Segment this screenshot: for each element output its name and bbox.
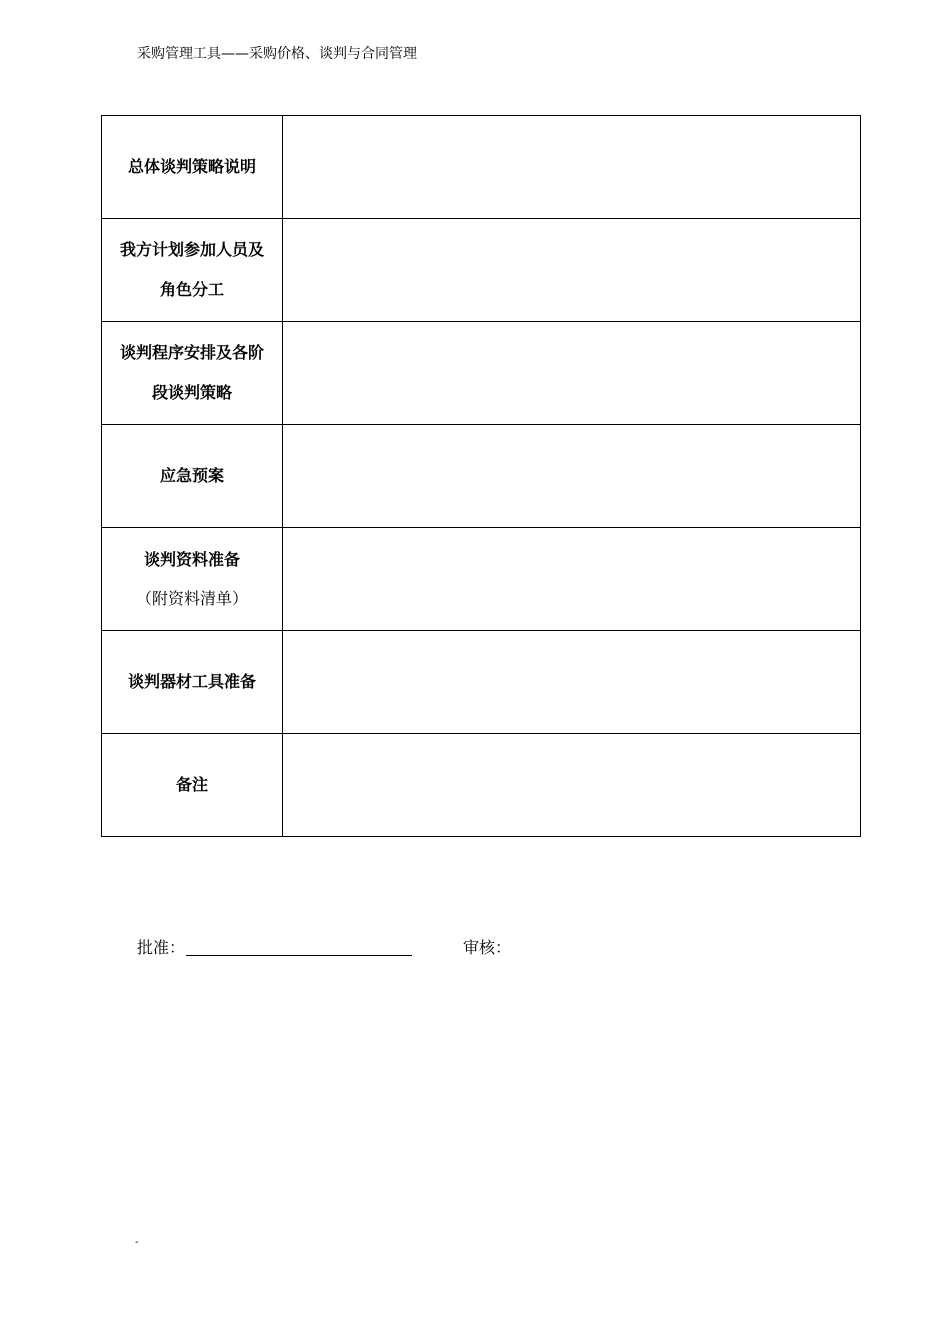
- approve-label: 批准：: [137, 938, 186, 957]
- table-row: [102, 734, 861, 837]
- row-value-equipment[interactable]: [283, 631, 861, 734]
- row-label-text: 应急预案: [159, 466, 224, 485]
- row-label-participants: [102, 219, 283, 322]
- row-label-note: （附资料清单）: [135, 589, 248, 608]
- row-label-procedure: [102, 322, 283, 425]
- row-label-overall-strategy: [102, 116, 283, 219]
- table-row: [102, 322, 861, 425]
- row-label-text: 谈判器材工具准备: [127, 672, 256, 691]
- negotiation-plan-table: [101, 115, 861, 837]
- row-label-materials: [102, 528, 283, 631]
- row-value-contingency[interactable]: [283, 425, 861, 528]
- table-row: [102, 631, 861, 734]
- row-label-text: 总体谈判策略说明: [127, 157, 256, 176]
- row-label-text: 谈判程序安排及各阶: [119, 343, 264, 362]
- table-row: [102, 425, 861, 528]
- row-label-remarks: [102, 734, 283, 837]
- row-label-text: 谈判资料准备: [143, 550, 240, 569]
- table-row: [102, 219, 861, 322]
- footer-mark: -: [135, 1237, 139, 1248]
- row-label-text: 角色分工: [159, 280, 224, 299]
- row-value-materials[interactable]: [283, 528, 861, 631]
- review-label: 审核：: [463, 938, 512, 957]
- row-label-text: 备注: [175, 775, 208, 794]
- row-value-procedure[interactable]: [283, 322, 861, 425]
- row-label-text: 段谈判策略: [151, 383, 232, 402]
- approve-signature-line[interactable]: [186, 955, 412, 956]
- table-row: [102, 528, 861, 631]
- row-value-participants[interactable]: [283, 219, 861, 322]
- row-label-contingency: [102, 425, 283, 528]
- row-value-overall-strategy[interactable]: [283, 116, 861, 219]
- row-label-equipment: [102, 631, 283, 734]
- table-row: [102, 116, 861, 219]
- row-label-text: 我方计划参加人员及: [119, 240, 264, 259]
- page-header-title: 采购管理工具——采购价格、谈判与合同管理: [137, 46, 417, 62]
- row-value-remarks[interactable]: [283, 734, 861, 837]
